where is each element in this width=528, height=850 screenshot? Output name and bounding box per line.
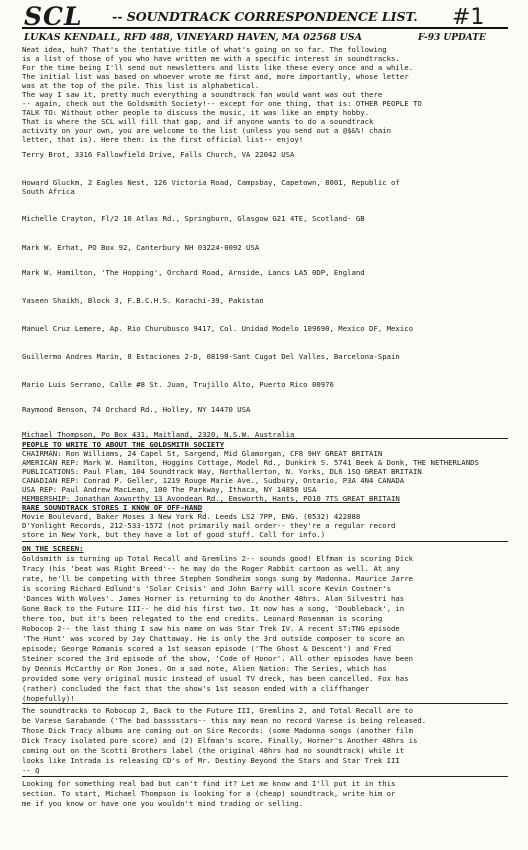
society-contact: AMERICAN REP: Mark W. Hamilton, Hoggins Cottage, Model Rd., Dunkirk S. 5741 Beek & Donk, THE NETHERLANDS [22, 458, 479, 467]
screen-line: rate, he'll be competing with three Stephen Sondheim songs sung by Madonna. Maurice Jarre [22, 574, 413, 583]
screen-line: by Dennis McCarthy or Ron Jones. On a sad note, Alien Nation: The Series, which has [22, 664, 387, 673]
screen-line: coming out on the Scotti Brothers label (the original 48hrs had no soundtrack) while it [22, 746, 405, 755]
screen-line: Robocop 2-- the last thing I saw his name on was Star Trek IV. A recent ST:TNG episode [22, 624, 400, 633]
section-rule [22, 541, 508, 542]
section-heading-stores: RARE SOUNDTRACK STORES I KNOW OF OFF-HAND [22, 503, 203, 512]
society-contact: USA REP: Paul Andrew MacLean, 100 The Parkway, Ithaca, NY 14850 USA [22, 485, 317, 494]
screen-line: 'Dances With Wolves'. James Horner is returning to do Another 48hrs. Alan Silvestri has [22, 594, 405, 603]
screen-line: Those Dick Tracy albums are coming out on Sire Records: (some Madonna songs (another film [22, 726, 413, 735]
intro-line: activity on your own, you are welcome to the list (unless you send out a @$&%! chain [22, 126, 392, 135]
intro-line: The way I saw it, pretty much everything a soundtrack fan would want was out there [22, 90, 383, 99]
screen-line: episode; George Romanis scored a 1st season episode ('The Ghost & Descent') and Fred [22, 644, 392, 653]
store-entry: D'Yonlight Records, 212-533-1572 (not primarily mail order-- they're a regular record [22, 521, 396, 530]
newsletter-title: -- SOUNDTRACK CORRESPONDENCE LIST. [112, 9, 418, 24]
scl-logo: SCL [24, 2, 83, 31]
society-contact: CHAIRMAN: Ron Williams, 24 Capel St, Sargend, Mid Glamorgan, CF8 9HY GREAT BRITAIN [22, 449, 383, 458]
intro-line: Neat idea, huh? That's the tentative title of what's going on so far. The following [22, 45, 387, 54]
contact-entry: Howard Gluckm, 2 Eagles Nest, 126 Victoria Road, Campsbay, Capetown, 8001, Republic of [22, 178, 400, 187]
contact-entry: Mario Luis Serrano, Calle #8 St. Juan, Trujillo Alto, Puerto Rico 00976 [22, 380, 334, 389]
screen-line: there too, but it's been relegated to the end credits. Leonard Rosenman is scoring [22, 614, 383, 623]
screen-line: -- Q [22, 766, 40, 775]
screen-line: (hopefully)! [22, 694, 75, 703]
contact-entry: South Africa [22, 187, 75, 196]
screen-line: (rather) concluded the fact that the show's 1st season ended with a cliffhanger [22, 684, 370, 693]
society-contact: MEMBERSHIP: Jonathan Axworthy 13 Avondean Rd., Emsworth, Hants, PO10 7TS GREAT BRITAIN [22, 494, 400, 503]
intro-line: The initial list was based on whoever wrote me first and, more importantly, whose letter [22, 72, 409, 81]
intro-line: For the time being I'll send out newsletters and lists like these every once and a while. [22, 63, 413, 72]
contact-entry: Terry Brot, 3316 Fallowfield Drive, Falls Church, VA 22042 USA [22, 150, 295, 159]
update-label: F-93 UPDATE [418, 33, 486, 43]
screen-line: Gone Back to the Future III-- he did his first two. It now has a song, 'Doubleback', in [22, 604, 405, 613]
section-heading-society: PEOPLE TO WRITE TO ABOUT THE GOLDSMITH SOCIETY [22, 440, 225, 449]
contact-entry: Mark W. Erhat, PO Box 92, Canterbury NH 03224-0092 USA [22, 243, 260, 252]
contact-entry: Yaseen Shaikh, Block 3, F.B.C.H.S. Karachi-39, Pakistan [22, 296, 264, 305]
issue-number: #1 [452, 5, 485, 30]
contact-entry: Michelle Crayton, Fl/2 10 Atlas Rd., Springburn, Glasgow G21 4TE, Scotland- GB [22, 214, 365, 223]
intro-line: was at the top of the pile. This list is alphabetical. [22, 81, 260, 90]
contact-entry: Raymond Benson, 74 Orchard Rd., Holley, NY 14470 USA [22, 405, 251, 414]
section-rule [22, 438, 508, 439]
screen-line: Looking for something real bad but can't find it? Let me know and I'll put it in this [22, 779, 396, 788]
section-heading-screen: ON THE SCREEN: [22, 544, 84, 553]
screen-line: Tracy (his 'beat was Right Breed'-- he may do the Roger Rabbit cartoon as well. At any [22, 564, 400, 573]
screen-line: be Varese Sarabande ('The bad basssstars-- this may mean no record Varese is being released. [22, 716, 427, 725]
store-entry: store in New York, but they have a lot of good stuff. Call for info.) [22, 530, 326, 539]
screen-line: section. To start, Michael Thompson is looking for a (cheap) soundtrack, write him or [22, 789, 396, 798]
store-entry: Movie Boulevard, Baker Moses 3 New York Rd. Leeds LS2 7PP, ENG. (0532) 422888 [22, 512, 361, 521]
screen-line: me if you know or have one you wouldn't mind trading or selling. [22, 799, 304, 808]
contact-entry: Guillermo Andres Marin, 8 Estaciones 2-D, 08190-Sant Cugat Del Valles, Barcelona-Spain [22, 352, 400, 361]
intro-line: -- again, check out the Goldsmith Society!-- except for one thing, that is: OTHER PEOPLE TO [22, 99, 422, 108]
screen-line: is scoring Richard Edlund's 'Solar Crisis' and John Barry will score Kevin Costner's [22, 584, 392, 593]
masthead-rule [22, 27, 508, 29]
intro-line: is a list of those of you who have written me with a specific interest in soundtracks. [22, 54, 400, 63]
screen-line: The soundtracks to Robocop 2, Back to the Future III, Gremlins 2, and Total Recall are to [22, 706, 413, 715]
screen-line: looks like Intrada is releasing CD's of Mr. Destiny Beyond the Stars and Star Trek III [22, 756, 400, 765]
contact-entry: Manuel Cruz Lemere, Ap. Rio Churubusco 9417, Col. Unidad Modelo 109690, Mexico DF, Mexico [22, 324, 413, 333]
contact-entry: Mark W. Hamilton, 'The Hopping', Orchard Road, Arnside, Lancs LA5 0DP, England [22, 268, 365, 277]
screen-line: provided some very original music instead of usual TV dreck, has been cancelled. Fox has [22, 674, 409, 683]
section-rule [22, 776, 508, 777]
screen-line: Dick Tracy isolated pure score) and (2) Elfman's score. Finally, Horner's Another 48hrs is [22, 736, 418, 745]
intro-line: TALK TO: Without other people to discuss the music, it was like an empty hobby. [22, 108, 370, 117]
screen-line: Goldsmith is turning up Total Recall and Gremlins 2-- sounds good! Elfman is scoring Dick [22, 554, 413, 563]
society-contact: PUBLICATIONS: Paul Flam, 104 Soundtrack Way, Northallerton, N. Yorks, DL6 1SQ GREAT BRITAIN [22, 467, 422, 476]
section-rule [22, 703, 508, 704]
intro-line: That is where the SCL will fill that gap, and if anyone wants to do a soundtrack [22, 117, 374, 126]
intro-line: letter, that is). Here then: is the first official list-- enjoy! [22, 135, 304, 144]
screen-line: 'The Hunt' was scored by Jay Chattaway. He is only the 3rd outside composer to score an [22, 634, 405, 643]
society-contact: CANADIAN REP: Conrad P. Geller, 1219 Rouge Marie Ave., Sudbury, Ontario, P3A 4N4 CANADA [22, 476, 405, 485]
editor-address: LUKAS KENDALL, RFD 488, VINEYARD HAVEN, MA 02568 USA [24, 32, 363, 43]
screen-line: Steiner scored the 3rd episode of the show, 'Code of Honor'. All other episodes have been [22, 654, 413, 663]
contact-entry: Michael Thompson, Po Box 431, Maitland, 2320, N.S.W. Australia [22, 430, 295, 439]
